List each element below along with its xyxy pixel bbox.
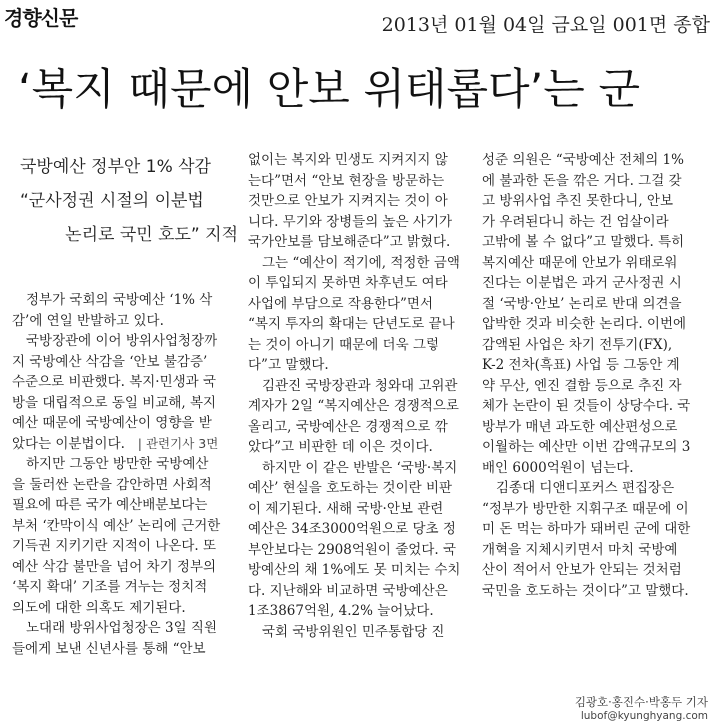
text-line: 들에게 보낸 신년사를 통해 “안보: [12, 640, 206, 657]
text-line: ‘복지 확대’ 기조를 겨누는 정치적: [12, 579, 208, 595]
subhead-2: “군사정권 시절의 이분법: [20, 191, 204, 211]
article-column-1: [12, 290, 238, 659]
text-line: 하지만 그동안 방만한 국방예산: [26, 456, 209, 472]
text-line: 을 둘러싼 논란을 감안하면 사회적: [12, 476, 212, 493]
byline: 김광호·홍진수·박홍두 기자: [574, 695, 708, 709]
text-line: 방을 대립적으로 동일 비교해, 복지: [12, 394, 217, 411]
text-line: 절 ‘국방·안보’ 논리로 반대 의견을: [482, 295, 682, 312]
text-line: 1조3867억원, 4.2% 늘어났다.: [248, 603, 434, 619]
text-line: “정부가 방만한 지휘구조 때문에 이: [482, 500, 689, 517]
text-line: 이 투입되지 못하면 차후년도 여타: [248, 275, 448, 291]
text-line: 다. 지난해와 비교하면 국방예산은: [248, 582, 448, 599]
text-line: 없이는 복지와 민생도 지켜지지 않: [248, 152, 448, 168]
text-line: 감’에 연일 반발하고 있다.: [12, 312, 164, 329]
text-line: 가 우려된다니 하는 건 엄살이라: [482, 213, 669, 230]
text-line: 았다는 이분법이다. | 관련기사 3면: [12, 435, 219, 452]
text-line: 예산’ 현실을 호도하는 것이란 비판: [248, 480, 453, 496]
dateline: 2013년 01월 04일 금요일 001면 종합: [381, 14, 710, 36]
text-line: 수준으로 비판했다. 복지·민생과 국: [12, 374, 217, 390]
reporter-email[interactable]: lubof@kyunghyang.com: [580, 710, 708, 722]
text-line: 미 돈 먹는 하마가 돼버린 군에 대한: [482, 521, 691, 537]
masthead: [0, 0, 720, 50]
text-line: 것만으로 안보가 지켜지는 것이 아: [248, 193, 448, 209]
text-line: 기득권 지키기란 지적이 나온다. 또: [12, 538, 217, 554]
text-line: 이 제기된다. 새해 국방·안보 관련: [248, 500, 444, 517]
text-line: 국방장관에 이어 방위사업청장까: [26, 333, 218, 349]
subheads: [20, 150, 238, 252]
text-line: 고밖에 볼 수 없다”고 말했다. 특히: [482, 234, 685, 250]
text-line: 올리고, 국방예산은 경쟁적으로 깎: [248, 418, 448, 435]
text-line: 산이 적어서 안보가 안되는 것처럼: [482, 562, 682, 578]
text-line: 예산 삭감 불만을 넘어 차기 정부의: [12, 558, 217, 575]
text-line: 예산 때문에 국방예산이 영향을 받: [12, 415, 212, 431]
text-line: 압박한 것과 비슷한 논리다. 이번에: [482, 316, 687, 332]
text-line: 았다”고 비판한 데 이은 것이다.: [248, 439, 433, 455]
article-column-3: [482, 150, 708, 601]
text-line: 김종대 디앤디포커스 편집장은: [496, 480, 675, 496]
text-line: 다”고 말했다.: [248, 357, 329, 373]
newspaper-logo: 경향신문: [4, 6, 78, 30]
text-line: 국회 국방위원인 민주통합당 진: [262, 623, 445, 640]
text-line: 사업에 부담으로 작용한다”면서: [248, 295, 434, 312]
text-line: 국민을 호도하는 것이다”고 말했다.: [482, 582, 689, 599]
text-line: 진다는 이분법은 과거 군사정권 시: [482, 275, 682, 291]
text-line: 니다. 무기와 장병들의 높은 사기가: [248, 213, 453, 230]
text-line: 지 국방예산 삭감을 ‘안보 불감증’: [12, 353, 208, 370]
text-line: 필요에 따른 국가 예산배분보다는: [12, 497, 208, 513]
text-line: 방예산의 채 1%에도 못 미치는 수치: [248, 562, 461, 578]
text-line: 부처 ‘칸막이식 예산’ 논리에 근거한: [12, 517, 221, 534]
text-line: 하지만 이 같은 반발은 ‘국방·복지: [262, 459, 458, 476]
text-line: 는다”면서 “안보 현장을 방문하는: [248, 172, 445, 189]
text-line: 체가 논란이 된 것들이 상당수다. 국: [482, 398, 691, 414]
text-line: 는 것이 아니기 때문에 더욱 그렇: [248, 336, 439, 353]
text-line: 그는 “예산이 적기에, 적정한 금액: [262, 254, 460, 271]
text-line: 복지예산 때문에 안보가 위태로워: [482, 254, 678, 271]
text-line: “복지 투자의 확대는 단년도로 끝나: [248, 316, 455, 332]
subhead-1: 국방예산 정부안 1% 삭감: [20, 157, 211, 177]
text-line: 정부가 국회의 국방예산 ‘1% 삭: [26, 292, 213, 308]
text-line: 김관진 국방장관과 청와대 고위관: [262, 377, 458, 394]
text-line: 약 무산, 엔진 결함 등으로 추진 자: [482, 377, 682, 394]
related-article-ref[interactable]: | 관련기사 3면: [137, 435, 219, 451]
text-line: 개혁을 지체시키면서 마치 국방예: [482, 541, 678, 558]
text-line: 계자가 2일 “복지예산은 경쟁적으로: [248, 398, 459, 414]
text-line: 감액된 사업은 차기 전투기(FX),: [482, 336, 673, 353]
headline: ‘복지 때문에 안보 위태롭다’는 군: [18, 65, 641, 115]
article-column-2: [248, 150, 476, 642]
text-line: 국가안보를 담보해준다”고 밝혔다.: [248, 234, 451, 250]
subhead-3: 논리로 국민 호도” 지적: [65, 225, 238, 245]
text-line: 노대래 방위사업청장은 3일 직원: [26, 620, 217, 636]
text-line: 배인 6000억원이 넘는다.: [482, 459, 634, 476]
text-line: 예산은 34조3000억원으로 당초 정: [248, 521, 456, 537]
text-line: 부안보다는 2908억원이 줄었다. 국: [248, 541, 457, 558]
text-line: 방부가 매년 과도한 예산편성으로: [482, 418, 678, 435]
text-line: 성준 의원은 “국방예산 전체의 1%: [482, 152, 684, 168]
text-line: 의도에 대한 의혹도 제기된다.: [12, 599, 186, 616]
text-line: 에 불과한 돈을 깎은 거다. 그걸 갖: [482, 172, 682, 189]
text-line: 고 방위사업 추진 못한다니, 안보: [482, 193, 673, 209]
text-line: K-2 전차(흑표) 사업 등 그동안 계: [482, 357, 680, 373]
text-line: 이월하는 예산만 이번 감액규모의 3: [482, 439, 691, 455]
